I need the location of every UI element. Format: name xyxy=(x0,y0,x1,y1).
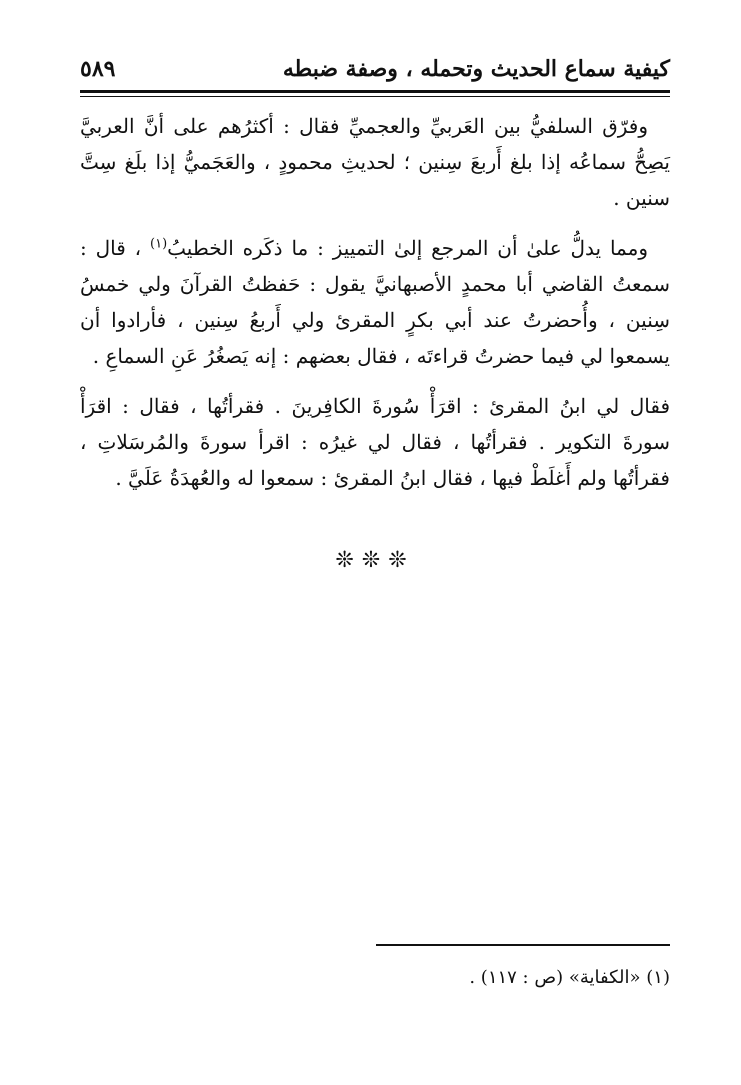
paragraph-2-start: ومما يدلُّ علىٰ أن المرجع إلىٰ التمييز : ما ذكَره الخطيبُ xyxy=(167,236,648,260)
paragraph-2 xyxy=(80,230,670,374)
header-rule-thin xyxy=(80,96,670,97)
running-title: كيفية سماع الحديث وتحمله ، وصفة ضبطه xyxy=(282,56,670,82)
paragraph-3: فقال لي ابنُ المقرئ : اقرَأْ سُورةَ الكافِرينَ . فقرأتُها ، فقال : اقرَأْ سورةَ التكوير . فقرأتُها ، فقال لي غيرُه : اقرأ سورةَ والمُرسَلاتِ ، فقرأتُها ولم أَغلَطْ فيها ، فقال ابنُ المقرئ : سمعوا له والعُهدَةُ عَلَيَّ . xyxy=(80,394,670,490)
page-number: ٥٨٩ xyxy=(80,56,116,82)
footnote-marker[interactable]: (١) xyxy=(150,236,168,252)
main-text xyxy=(80,108,670,496)
header-rule-thick xyxy=(80,90,670,93)
footnote-separator xyxy=(376,944,670,946)
section-ornament: ❊❊❊ xyxy=(335,548,415,573)
paragraph-1: وفرّق السلفيُّ بين العَربيِّ والعجميِّ فقال : أكثرُهم على أنَّ العربيَّ يَصِحُّ سماعُه إذا بلغ أَربعَ سِنين ؛ لحديثِ محمودٍ ، والعَجَميُّ إذا بلَغ سِتَّ سنين . xyxy=(80,114,670,210)
footnote-1: (١) «الكفاية» (ص : ١١٧) . xyxy=(469,967,670,988)
paragraph-2-rest: ، قال : سمعتُ القاضي أبا محمدٍ الأصبهانيَّ يقول : حَفظتُ القرآنَ ولي خمسُ سِنين ، وأُحضرتُ عند أبي بكرٍ المقرئ ولي أَربعُ سِنين ، فأرادوا أن يسمعوا لي فيما حضرتُ قراءتَه ، فقال بعضهم : إنه يَصغُرُ عَنِ السماعِ . xyxy=(80,236,670,368)
running-header xyxy=(80,52,670,88)
